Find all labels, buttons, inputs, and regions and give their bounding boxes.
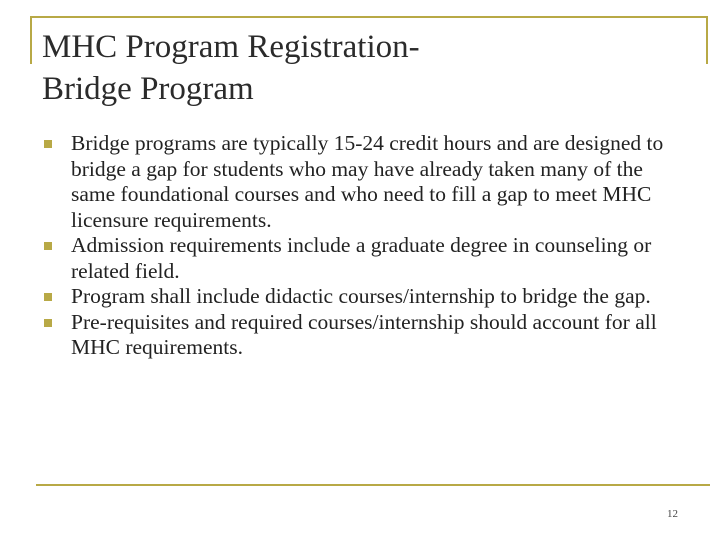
slide-title — [42, 26, 702, 110]
title-frame-right-rule — [706, 16, 708, 64]
bullet-text: Admission requirements include a graduate degree in counseling or related field. — [71, 233, 652, 283]
title-frame-top-rule — [30, 16, 708, 18]
bullet-text: Bridge programs are typically 15-24 credit hours and are designed to bridge a gap for students who may have already taken many of the same foundational courses and who need to fill a gap to meet MHC licensure requirements. — [71, 131, 664, 232]
bullet-list — [44, 131, 684, 361]
bullet-item — [44, 284, 684, 310]
footer-rule — [36, 484, 710, 486]
bullet-text: Program shall include didactic courses/internship to bridge the gap. — [71, 284, 651, 308]
square-bullet-icon — [44, 140, 52, 148]
slide-title-line-1: MHC Program Registration- — [42, 29, 420, 65]
bullet-item — [44, 310, 684, 361]
title-frame-left-rule — [30, 16, 32, 64]
square-bullet-icon — [44, 293, 52, 301]
bullet-text: Pre-requisites and required courses/internship should account for all MHC requirements. — [71, 309, 657, 359]
page-number: 12 — [667, 508, 678, 520]
bullet-item — [44, 131, 684, 233]
square-bullet-icon — [44, 242, 52, 250]
bullet-item — [44, 233, 684, 284]
square-bullet-icon — [44, 319, 52, 327]
slide-title-line-2: Bridge Program — [42, 71, 254, 107]
